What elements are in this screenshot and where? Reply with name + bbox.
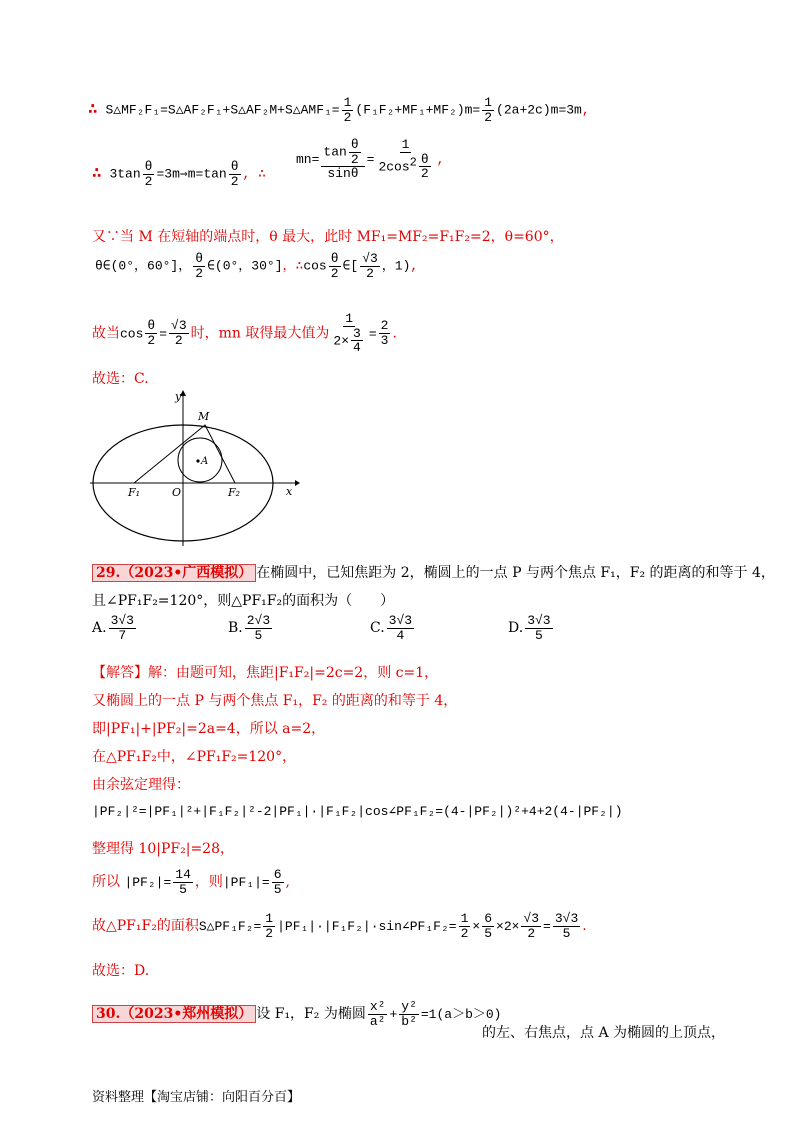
- formula-text: =: [368, 326, 377, 342]
- formula-text: =: [366, 151, 375, 167]
- question-source-tag: （2023•广西模拟）: [120, 565, 253, 581]
- formula-text: mn=: [296, 151, 320, 167]
- question-30: [92, 1000, 501, 1028]
- solution-line-4: 在△PF₁F₂中，∠PF₁F₂=120°，: [92, 749, 297, 765]
- period: .: [392, 325, 397, 342]
- formula-mn: [296, 138, 444, 181]
- period: .: [582, 918, 587, 935]
- question-30-text-post: 的左、右焦点，点 A 为椭圆的上顶点，: [482, 1025, 726, 1041]
- y-label: y: [175, 390, 182, 403]
- option-d[interactable]: [508, 614, 555, 642]
- frac-num: 1: [484, 95, 493, 110]
- frac-den: 5: [484, 925, 492, 941]
- frac-den: a²: [369, 1013, 386, 1029]
- comma: ,: [581, 102, 590, 118]
- formula-text: tan: [323, 144, 347, 160]
- solution-line-8: [92, 912, 587, 940]
- frac-num: 3: [353, 325, 361, 341]
- frac-den: 2: [366, 265, 374, 281]
- question-29-line1: [92, 562, 775, 582]
- question-source-tag: （2023•郑州模拟）: [120, 1006, 253, 1023]
- option-label: B.: [228, 620, 243, 637]
- solution-line-2: 又椭圆上的一点 P 与两个焦点 F₁，F₂ 的距离的和等于 4，: [92, 693, 458, 709]
- frac-den: 7: [118, 627, 127, 643]
- frac-num: √3: [523, 911, 540, 926]
- frac-den: 5: [562, 925, 571, 941]
- therefore-symbol: ∴: [92, 164, 102, 183]
- frac-num: θ: [330, 251, 339, 266]
- frac-num: θ: [420, 151, 429, 167]
- comma: ,: [436, 151, 445, 167]
- frac-den: b²: [401, 1013, 417, 1029]
- frac-den: 4: [353, 340, 361, 356]
- formula-text: (F₁F₂+MF₁+MF₂)m=: [355, 102, 481, 118]
- frac-num: θ: [144, 159, 153, 174]
- text-line-5: [92, 312, 397, 355]
- frac-den: 2: [265, 925, 274, 941]
- formula-text: +: [389, 1007, 398, 1023]
- frac-den: 2: [460, 925, 469, 941]
- question-text: 设 F₁，F₂ 为椭圆: [256, 1006, 366, 1023]
- frac-num: 1: [460, 911, 469, 926]
- answer-c: 故选：C.: [92, 371, 149, 387]
- question-number: 30.: [96, 1006, 121, 1023]
- question-text: 在椭圆中，已知焦距为 2，椭圆上的一点 P 与两个焦点 F₁，F₂ 的距离的和等于 4，: [256, 565, 775, 581]
- option-c[interactable]: [370, 614, 416, 642]
- text-prefix: 故当: [92, 325, 120, 342]
- formula-text: =1(a＞b＞0): [420, 1007, 502, 1023]
- frac-num: 2√3: [246, 613, 271, 628]
- frac-num: 1: [265, 911, 274, 926]
- frac-num: θ: [350, 137, 359, 152]
- frac-den: 2: [144, 173, 153, 189]
- formula-text: =: [543, 919, 551, 935]
- page-footer: 资料整理【淘宝店铺：向阳百分百】: [92, 1090, 301, 1105]
- frac-num: 2: [380, 318, 389, 334]
- text-mid: 时，mn 取得最大值为: [190, 325, 330, 342]
- formula-text: 2×: [333, 333, 349, 349]
- solution-line-5: 由余弦定理得：: [92, 777, 190, 793]
- solution-line-3: 即|PF₁|+|PF₂|=2a=4，所以 a=2，: [92, 721, 326, 737]
- frac-den: 2: [350, 151, 359, 167]
- formula-text: ×: [472, 919, 481, 935]
- formula-text: |PF₂|=: [124, 875, 172, 891]
- formula-text: |PF₁|·|F₁F₂|·sin∠PF₁F₂=: [277, 919, 457, 935]
- option-a[interactable]: [92, 614, 138, 642]
- formula-text: ×: [511, 919, 520, 935]
- frac-num: θ: [147, 318, 156, 334]
- frac-num: √3: [362, 251, 378, 266]
- question-number: 29.: [96, 565, 121, 581]
- formula-line-2: [92, 160, 266, 188]
- option-label: A.: [92, 620, 107, 637]
- label-o: O: [172, 486, 182, 499]
- frac-den: 5: [273, 881, 282, 897]
- superscript: 2: [409, 154, 417, 169]
- frac-den: 2: [420, 166, 429, 182]
- frac-den: 2: [230, 173, 239, 189]
- formula-text: ×: [496, 919, 504, 935]
- formula-text: S△PF₁F₂=: [198, 919, 262, 935]
- frac-num: 1: [401, 137, 410, 152]
- frac-den: 4: [396, 627, 405, 643]
- formula-text: 3tan: [109, 166, 141, 182]
- separator: , ∴: [242, 166, 266, 182]
- frac-num: 3√3: [388, 613, 413, 628]
- separator: ，∴: [282, 258, 304, 274]
- formula-text: |PF₁|=: [222, 875, 270, 891]
- label-a: A: [201, 456, 209, 467]
- frac-num: 3√3: [110, 613, 134, 628]
- formula-text: 2cos: [378, 159, 410, 175]
- frac-num: 3√3: [527, 613, 551, 628]
- x-axis-arrow: [295, 480, 300, 486]
- frac-den: 2: [174, 332, 183, 348]
- frac-den: 5: [254, 627, 263, 643]
- frac-num: √3: [171, 318, 187, 334]
- option-label: C.: [370, 620, 385, 637]
- formula-text: ∈[: [342, 258, 359, 274]
- option-label: D.: [508, 620, 524, 637]
- comma: ,: [285, 874, 290, 891]
- answer-d: 故选：D.: [92, 963, 150, 979]
- label-f1: F₁: [128, 486, 141, 499]
- formula-text: S△MF₂F₁=S△AF₂F₁+S△AF₂M+S△AMF₁=: [105, 102, 340, 118]
- frac-den: 2: [527, 925, 536, 941]
- label-f2: F₂: [228, 486, 241, 499]
- x-label: x: [286, 485, 293, 498]
- point-a-dot: [196, 459, 199, 462]
- option-b[interactable]: [228, 614, 274, 642]
- frac-num: 6: [484, 911, 492, 926]
- frac-num: θ: [195, 251, 204, 266]
- formula-text: ，1): [381, 258, 411, 274]
- frac-num: θ: [230, 159, 239, 174]
- frac-den: 5: [534, 627, 543, 643]
- formula-text: =3m⇒m=tan: [156, 166, 227, 182]
- formula-line-4: [95, 252, 418, 280]
- formula-line-1: [88, 96, 590, 124]
- cosine-law-formula: |PF₂|²=|PF₁|²+|F₁F₂|²-2|PF₁|·|F₁F₂|cos∠PF₁F₂=(4-|PF₂|)²+4+2(4-|PF₂|): [92, 804, 623, 819]
- frac-num: 3√3: [554, 911, 579, 926]
- frac-den: sinθ: [327, 166, 359, 182]
- text-mid: ，则: [194, 874, 223, 891]
- text-prefix: 故△PF₁F₂的面积: [92, 918, 199, 935]
- frac-den: 2: [484, 109, 493, 125]
- formula-text: cos: [120, 326, 144, 342]
- therefore-symbol: ∴: [88, 100, 98, 119]
- question-29-line2: 且∠PF₁F₂=120°，则△PF₁F₂的面积为（ ）: [92, 593, 395, 609]
- frac-den: 5: [179, 881, 187, 897]
- formula-text: ∈(0°，30°]: [207, 258, 283, 274]
- formula-text: θ∈(0°，60°]，: [95, 258, 192, 274]
- label-m: M: [198, 410, 210, 423]
- frac-num: y²: [401, 999, 417, 1014]
- ellipse-figure: [90, 388, 300, 548]
- formula-text: (2a+2c)m=3m: [496, 102, 582, 118]
- frac-num: 14: [175, 867, 191, 882]
- frac-den: 2: [343, 109, 352, 125]
- frac-den: 2: [195, 265, 204, 281]
- frac-num: 6: [273, 867, 282, 882]
- frac-num: x²: [369, 999, 386, 1014]
- comma: ,: [410, 258, 419, 274]
- text-prefix: 所以: [92, 874, 120, 891]
- text-line-3: 又∵当 M 在短轴的端点时，θ 最大，此时 MF₁=MF₂=F₁F₂=2，θ=60°，: [92, 229, 564, 245]
- frac-num: 1: [345, 311, 353, 326]
- frac-den: 2: [147, 332, 156, 348]
- solution-line-1: 【解答】解：由题可知，焦距|F₁F₂|=2c=2，则 c=1，: [92, 665, 439, 681]
- frac-den: 2: [330, 265, 339, 281]
- frac-num: 1: [343, 95, 352, 110]
- formula-text: cos: [303, 258, 327, 274]
- formula-text: 2: [503, 919, 512, 935]
- formula-text: =: [159, 326, 168, 342]
- solution-line-6: 整理得 10|PF₂|=28，: [92, 841, 234, 857]
- frac-den: 3: [380, 332, 389, 348]
- solution-line-7: [92, 868, 290, 896]
- triangle-sides: [134, 425, 235, 483]
